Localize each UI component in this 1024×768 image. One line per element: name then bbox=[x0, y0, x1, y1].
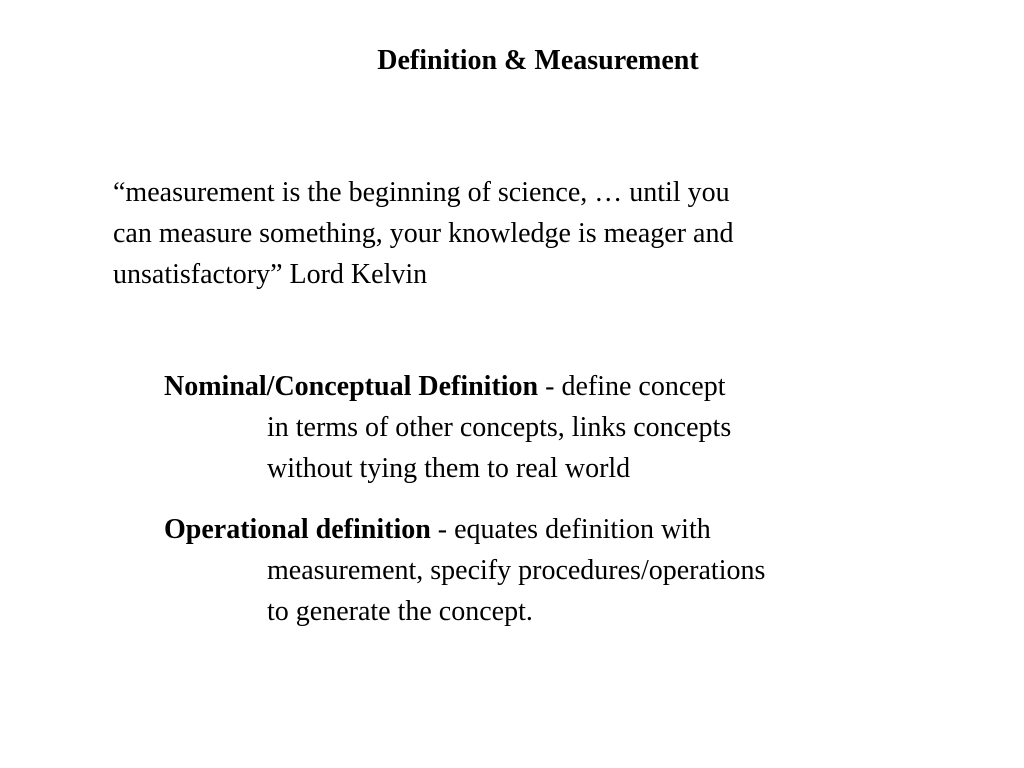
definition-term: Operational definition bbox=[164, 514, 431, 545]
definition-nominal bbox=[164, 366, 984, 489]
quote-line: can measure something, your knowledge is meager and bbox=[113, 218, 734, 249]
definition-continuation: without tying them to real world bbox=[267, 453, 631, 484]
quote-line: “measurement is the beginning of science, … until you bbox=[113, 177, 730, 208]
definition-text: - equates definition with bbox=[430, 514, 711, 545]
quote-line: unsatisfactory” Lord Kelvin bbox=[113, 259, 428, 290]
definition-operational bbox=[164, 509, 984, 632]
definitions-list bbox=[164, 366, 984, 652]
definition-continuation: in terms of other concepts, links concepts bbox=[267, 412, 732, 443]
definition-text: - define concept bbox=[538, 371, 726, 402]
kelvin-quote bbox=[113, 172, 913, 295]
definition-first-line bbox=[164, 366, 984, 407]
definition-continuation: to generate the concept. bbox=[267, 596, 533, 627]
definition-term: Nominal/Conceptual Definition bbox=[164, 371, 539, 402]
slide-title: Definition & Measurement bbox=[377, 45, 699, 76]
definition-first-line bbox=[164, 509, 984, 550]
definition-continuation: measurement, specify procedures/operations bbox=[267, 555, 766, 586]
